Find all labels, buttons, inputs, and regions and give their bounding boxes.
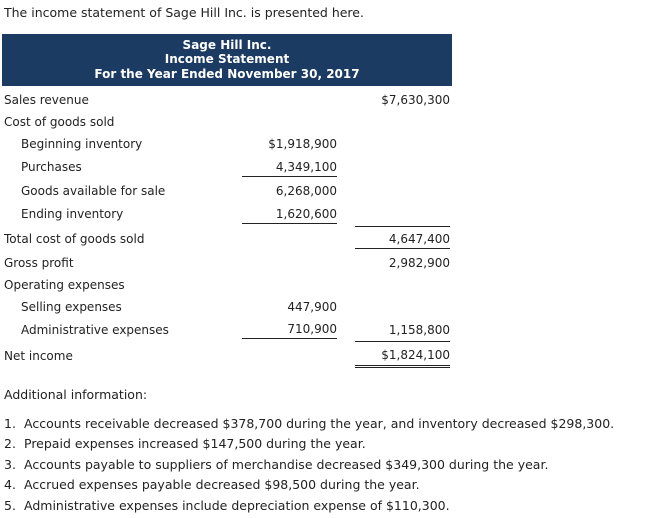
total-cogs-label: Total cost of goods sold xyxy=(4,232,145,246)
note-item xyxy=(4,416,614,431)
problem-intro: The income statement of Sage Hill Inc. is presented here. xyxy=(4,5,364,20)
purchases-underline xyxy=(242,176,337,177)
total-cogs-overline xyxy=(355,226,450,227)
note-text: Administrative expenses include depreciation expense of $110,300. xyxy=(24,498,450,513)
total-cogs-underline xyxy=(355,248,450,249)
operating-expenses-label: Operating expenses xyxy=(4,278,125,292)
cogs-label: Cost of goods sold xyxy=(4,115,115,129)
administrative-expenses-label: Administrative expenses xyxy=(21,323,169,337)
selling-expenses-value: 447,900 xyxy=(287,300,337,314)
statement-header xyxy=(2,34,452,86)
statement-title: Income Statement xyxy=(164,52,290,66)
administrative-expenses-value: 710,900 xyxy=(287,322,337,336)
note-number: 3. xyxy=(4,457,16,472)
ending-inventory-underline xyxy=(242,223,337,224)
income-statement-body xyxy=(0,86,456,370)
company-name: Sage Hill Inc. xyxy=(182,38,272,52)
beginning-inventory-value: $1,918,900 xyxy=(268,137,337,151)
note-item xyxy=(4,498,450,513)
total-operating-expenses-underline xyxy=(355,341,450,342)
sales-revenue-value: $7,630,300 xyxy=(381,93,450,107)
total-operating-expenses-value: 1,158,800 xyxy=(388,323,450,337)
purchases-value: 4,349,100 xyxy=(275,160,337,174)
note-item xyxy=(4,436,366,451)
note-text: Accounts receivable decreased $378,700 during the year, and inventory decreased $298,300. xyxy=(24,416,615,431)
note-number: 1. xyxy=(4,416,16,431)
goods-available-value: 6,268,000 xyxy=(275,184,337,198)
goods-available-label: Goods available for sale xyxy=(21,184,166,198)
note-number: 2. xyxy=(4,436,16,451)
note-number: 4. xyxy=(4,477,16,492)
total-cogs-value: 4,647,400 xyxy=(388,232,450,246)
ending-inventory-label: Ending inventory xyxy=(21,207,124,221)
additional-information-heading: Additional information: xyxy=(4,387,148,402)
note-item xyxy=(4,457,548,472)
sales-revenue-label: Sales revenue xyxy=(4,93,89,107)
net-income-value: $1,824,100 xyxy=(381,348,450,362)
note-item xyxy=(4,477,420,492)
net-income-double-underline xyxy=(355,365,450,368)
administrative-expenses-underline xyxy=(242,338,337,339)
purchases-label: Purchases xyxy=(21,160,82,174)
note-text: Accounts payable to suppliers of merchandise decreased $349,300 during the year. xyxy=(24,457,549,472)
gross-profit-value: 2,982,900 xyxy=(388,256,450,270)
note-number: 5. xyxy=(4,498,16,513)
note-text: Prepaid expenses increased $147,500 during the year. xyxy=(24,436,366,451)
beginning-inventory-label: Beginning inventory xyxy=(21,137,143,151)
ending-inventory-value: 1,620,600 xyxy=(275,207,337,221)
statement-period: For the Year Ended November 30, 2017 xyxy=(94,67,360,81)
note-text: Accrued expenses payable decreased $98,500 during the year. xyxy=(24,477,420,492)
net-income-label: Net income xyxy=(4,349,73,363)
selling-expenses-label: Selling expenses xyxy=(21,300,122,314)
gross-profit-label: Gross profit xyxy=(4,256,74,270)
